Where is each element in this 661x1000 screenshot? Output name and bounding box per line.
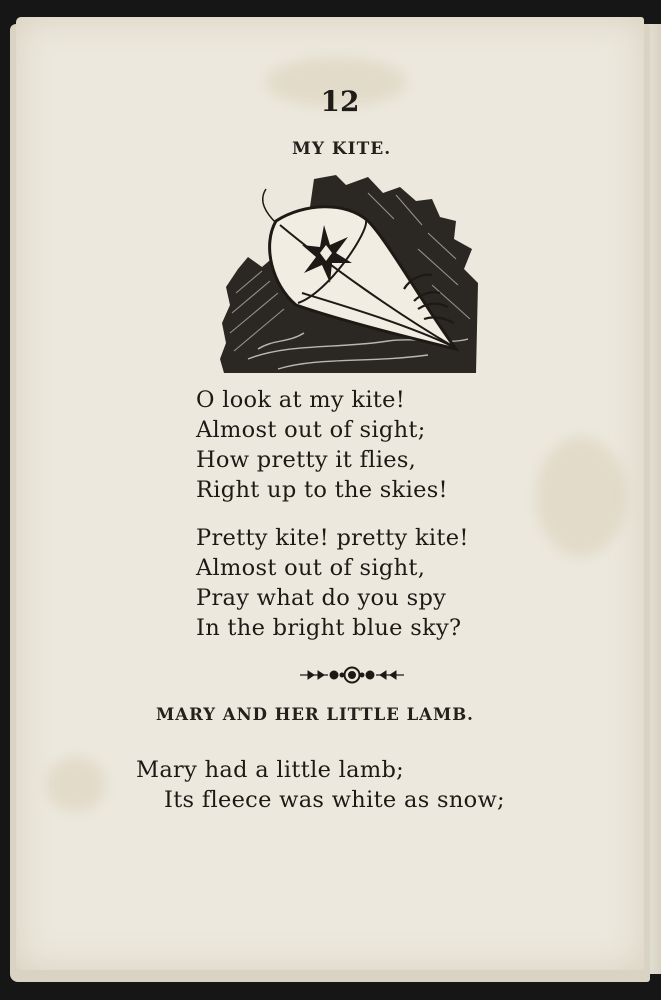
- kite-woodcut-icon: [218, 173, 480, 375]
- ornamental-divider-icon: [298, 665, 406, 685]
- poem-title-my-kite: MY KITE.: [292, 139, 392, 159]
- book-page: [16, 17, 644, 970]
- verse-line: Almost out of sight,: [196, 555, 426, 581]
- verse-line: Right up to the skies!: [196, 477, 448, 503]
- verse-line: Almost out of sight;: [196, 417, 426, 443]
- page-number: 12: [320, 85, 360, 118]
- paper-stain: [46, 757, 106, 812]
- verse-line: Pray what do you spy: [196, 585, 447, 611]
- verse-line: O look at my kite!: [196, 387, 406, 413]
- verse-line: Its fleece was white as snow;: [164, 787, 505, 813]
- paper-stain: [536, 437, 626, 557]
- verse-line: How pretty it flies,: [196, 447, 417, 473]
- verse-line: Mary had a little lamb;: [136, 757, 405, 783]
- verse-line: Pretty kite! pretty kite!: [196, 525, 469, 551]
- poem-title-mary-lamb: MARY AND HER LITTLE LAMB.: [156, 705, 474, 724]
- verse-line: In the bright blue sky?: [196, 615, 462, 641]
